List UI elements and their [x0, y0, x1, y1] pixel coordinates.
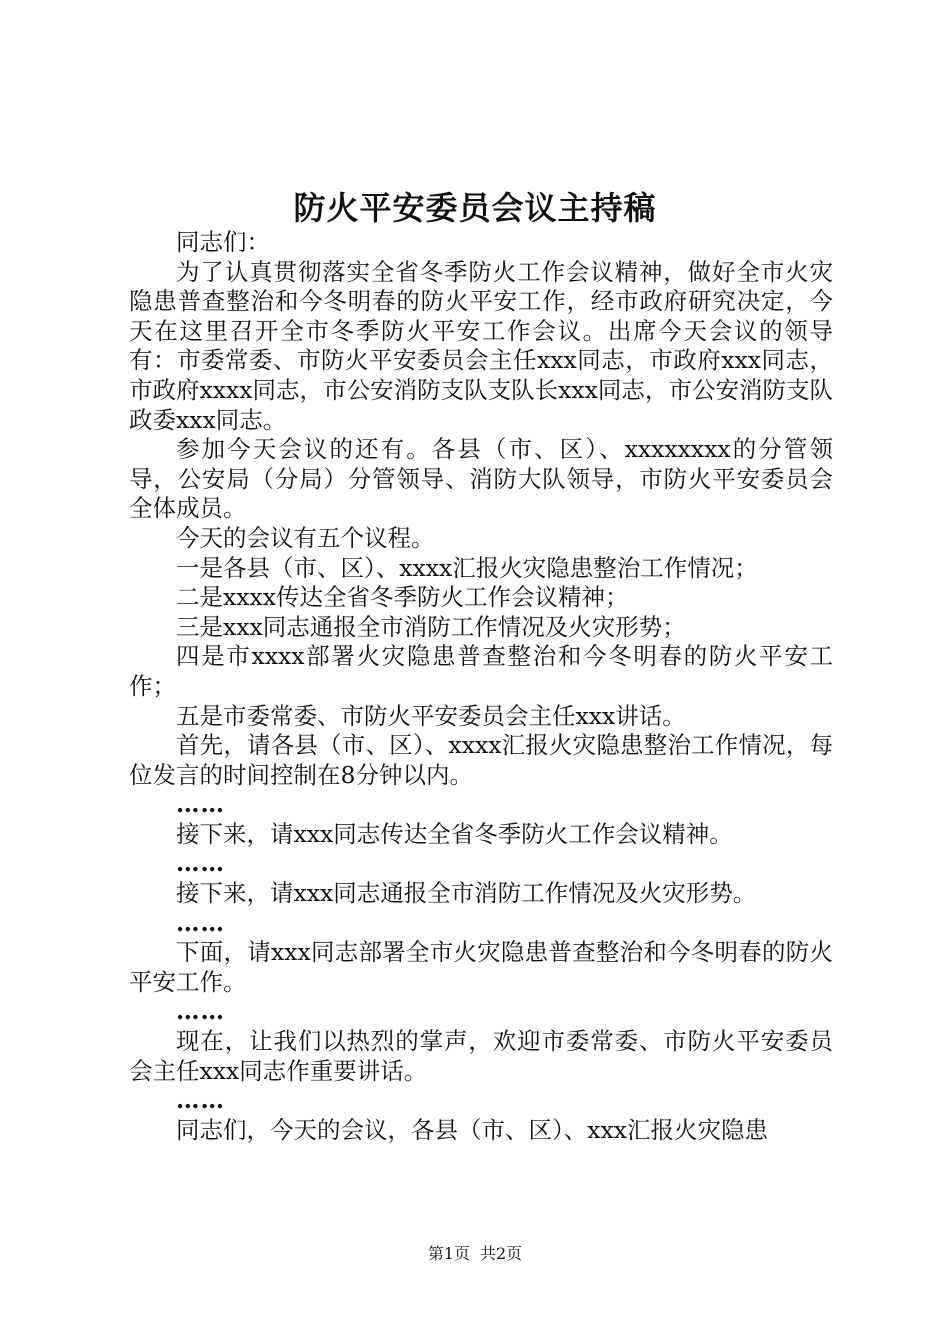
paragraph-third-speaker: 接下来，请xxx同志通报全市消防工作情况及火灾形势。	[176, 879, 757, 908]
page-number: 第1页	[427, 1244, 470, 1263]
agenda-item-5: 五是市委常委、市防火平安委员会主任xxx讲话。	[176, 701, 686, 730]
agenda-item-3: 三是xxx同志通报全市消防工作情况及火灾形势；	[176, 612, 686, 641]
paragraph-closing-start: 同志们，今天的会议，各县（市、区）、xxx汇报火灾隐患	[176, 1115, 769, 1144]
paragraph-first-speakers: 首先，请各县（市、区）、xxxx汇报火灾隐患整治工作情况，每位发言的时间控制在8分钟以内。	[129, 731, 833, 789]
document-body	[129, 228, 833, 1145]
ellipsis-separator: ……	[176, 997, 225, 1026]
ellipsis-separator: ……	[176, 908, 225, 937]
paragraph-attendees: 参加今天会议的还有。各县（市、区）、xxxxxxxx的分管领导，公安局（分局）分管领导、消防大队领导，市防火平安委员会全体成员。	[129, 435, 833, 523]
paragraph-keynote-intro: 现在，让我们以热烈的掌声，欢迎市委常委、市防火平安委员会主任xxx同志作重要讲话。	[129, 1027, 833, 1085]
agenda-item-1: 一是各县（市、区）、xxxx汇报火灾隐患整治工作情况；	[176, 553, 758, 582]
ellipsis-separator: ……	[176, 1086, 225, 1115]
paragraph-introduction: 为了认真贯彻落实全省冬季防火工作会议精神，做好全市火灾隐患普查整治和今冬明春的防火平安工作，经市政府研究决定，今天在这里召开全市冬季防火平安工作会议。出席今天会议的领导有：市委常委、市防火平安委员会主任xxx同志，市政府xxx同志，市政府xxxx同志，市公安消防支队支队长xxx同志，市公安消防支队政委xxx同志。	[129, 257, 833, 434]
ellipsis-separator: ……	[176, 790, 225, 819]
page-total: 共2页	[480, 1244, 523, 1263]
agenda-item-2: 二是xxxx传达全省冬季防火工作会议精神；	[176, 583, 629, 612]
agenda-item-4: 四是市xxxx部署火灾隐患普查整治和今冬明春的防火平安工作；	[129, 642, 833, 700]
paragraph-salutation: 同志们：	[176, 228, 270, 256]
paragraph-second-speaker: 接下来，请xxx同志传达全省冬季防火工作会议精神。	[176, 819, 733, 848]
document-title: 防火平安委员会议主持稿	[293, 189, 657, 227]
paragraph-agenda-intro: 今天的会议有五个议程。	[176, 523, 435, 552]
paragraph-fourth-speaker: 下面，请xxx同志部署全市火灾隐患普查整治和今冬明春的防火平安工作。	[129, 938, 833, 996]
ellipsis-separator: ……	[176, 849, 225, 878]
page-footer	[0, 1243, 950, 1265]
